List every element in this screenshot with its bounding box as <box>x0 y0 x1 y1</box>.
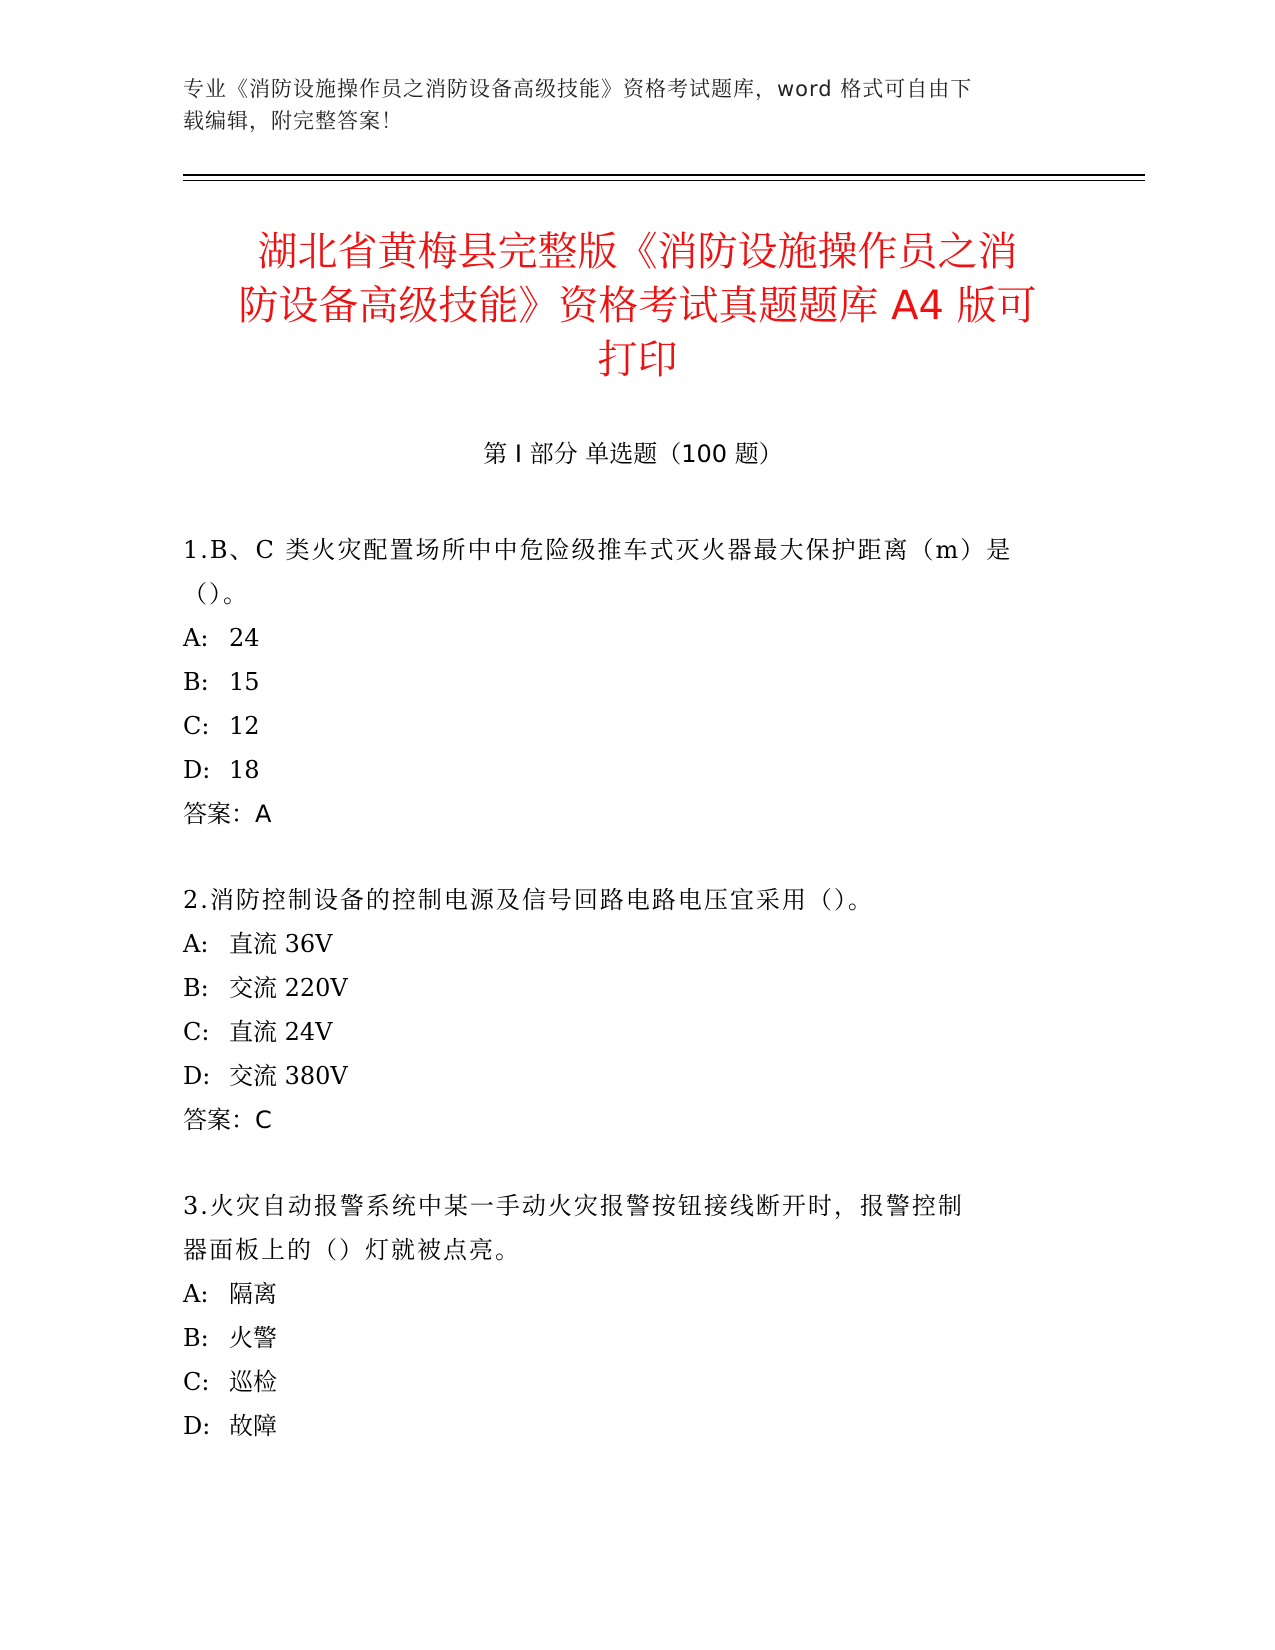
header-divider-thick <box>183 174 1145 176</box>
option-letter: D: <box>183 756 211 784</box>
question-1 <box>183 528 1083 836</box>
answer-line: 答案：C <box>183 1106 272 1134</box>
question-2 <box>183 878 1083 1142</box>
option-text: 交流 220V <box>229 974 348 1002</box>
option-c <box>183 1010 1083 1054</box>
option-letter: B: <box>183 1324 209 1352</box>
option-letter: C: <box>183 712 210 740</box>
option-letter: B: <box>183 974 209 1002</box>
header-note <box>183 73 1083 137</box>
option-text: 直流 24V <box>229 1018 333 1046</box>
question-stem: 3.火灾自动报警系统中某一手动火灾报警按钮接线断开时，报警控制 <box>183 1192 964 1220</box>
option-letter: C: <box>183 1368 210 1396</box>
option-letter: A: <box>183 624 209 652</box>
option-text: 12 <box>229 712 260 740</box>
option-letter: A: <box>183 1280 209 1308</box>
question-stem: 2.消防控制设备的控制电源及信号回路电路电压宜采用（）。 <box>183 886 874 914</box>
document-title-line-1: 湖北省黄梅县完整版《消防设施操作员之消 <box>257 229 1018 275</box>
question-3 <box>183 1184 1083 1448</box>
option-letter: D: <box>183 1412 211 1440</box>
header-divider-thin <box>183 180 1145 181</box>
question-list <box>183 528 1083 1490</box>
option-c <box>183 1360 1083 1404</box>
option-text: 故障 <box>229 1412 277 1440</box>
header-note-line-1: 专业《消防设施操作员之消防设备高级技能》资格考试题库，word 格式可自由下 <box>183 77 973 101</box>
option-a <box>183 1272 1083 1316</box>
question-stem-continued: （）。 <box>183 580 249 608</box>
option-d <box>183 1404 1083 1448</box>
option-text: 18 <box>229 756 260 784</box>
question-stem-continued: 器面板上的（）灯就被点亮。 <box>183 1236 521 1264</box>
option-text: 15 <box>229 668 260 696</box>
option-a <box>183 922 1083 966</box>
document-title-line-3: 打印 <box>597 337 678 383</box>
document-title-line-2: 防设备高级技能》资格考试真题题库 A4 版可 <box>238 283 1037 329</box>
option-b <box>183 1316 1083 1360</box>
option-a <box>183 616 1083 660</box>
header-note-line-2: 载编辑，附完整答案！ <box>183 109 403 133</box>
option-b <box>183 966 1083 1010</box>
option-c <box>183 704 1083 748</box>
option-letter: A: <box>183 930 209 958</box>
option-text: 24 <box>229 624 260 652</box>
option-d <box>183 1054 1083 1098</box>
section-heading: 第 I 部分 单选题（100 题） <box>483 440 783 468</box>
option-b <box>183 660 1083 704</box>
option-text: 直流 36V <box>229 930 333 958</box>
option-text: 交流 380V <box>229 1062 348 1090</box>
option-letter: D: <box>183 1062 211 1090</box>
option-letter: B: <box>183 668 209 696</box>
option-text: 巡检 <box>229 1368 277 1396</box>
option-d <box>183 748 1083 792</box>
answer-line: 答案：A <box>183 800 272 828</box>
document-title <box>170 225 1105 387</box>
option-text: 火警 <box>229 1324 277 1352</box>
option-text: 隔离 <box>229 1280 277 1308</box>
option-letter: C: <box>183 1018 210 1046</box>
question-stem: 1.B、C 类火灾配置场所中中危险级推车式灭火器最大保护距离（m）是 <box>183 536 1013 564</box>
